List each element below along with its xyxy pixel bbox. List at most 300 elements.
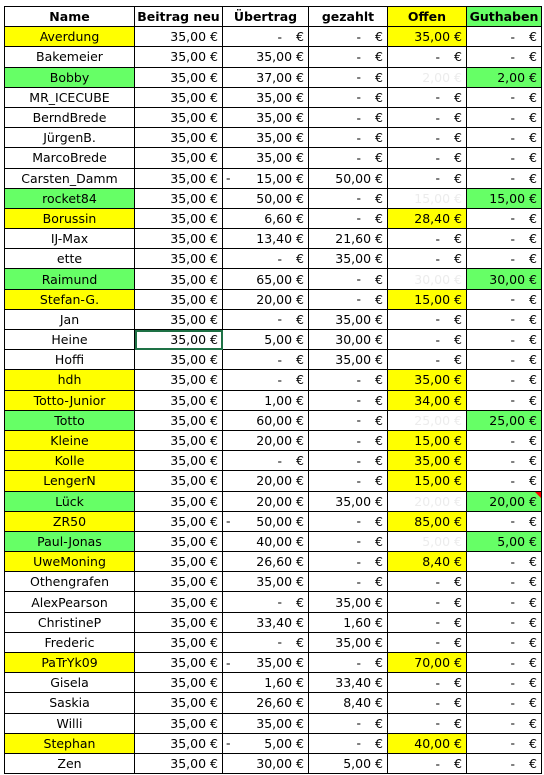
guthaben-cell[interactable] xyxy=(467,572,542,592)
uebertrag-cell[interactable] xyxy=(223,209,309,229)
offen-cell[interactable] xyxy=(388,633,467,653)
name-cell[interactable]: ZR50 xyxy=(5,512,135,532)
name-cell[interactable]: IJ-Max xyxy=(5,229,135,249)
zero-dash: - xyxy=(510,574,515,590)
uebertrag-cell[interactable] xyxy=(223,754,309,774)
gezahlt-cell[interactable] xyxy=(309,673,388,693)
zero-dash: - xyxy=(510,453,515,469)
uebertrag-cell[interactable] xyxy=(223,189,309,209)
offen-cell[interactable] xyxy=(388,391,467,411)
offen-cell[interactable] xyxy=(388,572,467,592)
gezahlt-cell[interactable] xyxy=(309,148,388,168)
uebertrag-cell[interactable] xyxy=(223,350,309,370)
gezahlt-cell[interactable] xyxy=(309,471,388,491)
offen-cell[interactable] xyxy=(388,653,467,673)
zero-dash: - xyxy=(510,110,515,126)
beitrag-cell[interactable] xyxy=(135,552,223,572)
name-cell[interactable]: Totto-Junior xyxy=(5,391,135,411)
cell-value: 8,40 € xyxy=(422,554,462,570)
uebertrag-cell[interactable] xyxy=(223,47,309,67)
beitrag-cell[interactable] xyxy=(135,229,223,249)
gezahlt-cell[interactable] xyxy=(309,88,388,108)
offen-cell[interactable] xyxy=(388,492,467,512)
name-cell[interactable]: Stefan-G. xyxy=(5,290,135,310)
uebertrag-cell[interactable] xyxy=(223,370,309,390)
euro-sign: € xyxy=(375,29,383,45)
beitrag-cell[interactable] xyxy=(135,754,223,774)
offen-cell[interactable] xyxy=(388,189,467,209)
name-cell[interactable]: Frederic xyxy=(5,633,135,653)
guthaben-cell[interactable] xyxy=(467,290,542,310)
offen-cell[interactable] xyxy=(388,310,467,330)
offen-cell[interactable] xyxy=(388,209,467,229)
gezahlt-cell[interactable] xyxy=(309,754,388,774)
guthaben-cell[interactable] xyxy=(467,148,542,168)
zero-dash: - xyxy=(356,190,361,206)
gezahlt-cell[interactable] xyxy=(309,169,388,189)
name-cell[interactable]: AlexPearson xyxy=(5,592,135,612)
gezahlt-cell[interactable] xyxy=(309,693,388,713)
euro-sign: € xyxy=(375,89,383,105)
euro-sign: € xyxy=(375,130,383,146)
euro-sign: € xyxy=(529,695,537,711)
zero-dash: - xyxy=(510,372,515,388)
offen-cell[interactable] xyxy=(388,613,467,633)
offen-cell[interactable] xyxy=(388,411,467,431)
beitrag-cell[interactable] xyxy=(135,330,223,350)
guthaben-cell[interactable] xyxy=(467,47,542,67)
beitrag-cell[interactable] xyxy=(135,734,223,754)
guthaben-cell[interactable] xyxy=(467,27,542,47)
name-cell[interactable]: MR_ICECUBE xyxy=(5,88,135,108)
uebertrag-cell[interactable] xyxy=(223,552,309,572)
cell-value: 30,00 € xyxy=(335,332,383,348)
uebertrag-cell[interactable] xyxy=(223,249,309,269)
zero-dash: - xyxy=(356,533,361,549)
cell-value: 5,00 € xyxy=(422,533,462,549)
guthaben-cell[interactable] xyxy=(467,633,542,653)
guthaben-cell[interactable] xyxy=(467,229,542,249)
zero-dash: - xyxy=(277,634,282,650)
guthaben-cell[interactable] xyxy=(467,613,542,633)
guthaben-cell[interactable] xyxy=(467,249,542,269)
name-cell[interactable]: Bakemeier xyxy=(5,47,135,67)
guthaben-cell[interactable] xyxy=(467,269,542,289)
cell-value: 35,00 € xyxy=(170,594,218,610)
gezahlt-cell[interactable] xyxy=(309,350,388,370)
offen-cell[interactable] xyxy=(388,47,467,67)
gezahlt-cell[interactable] xyxy=(309,391,388,411)
cell-value: 8,40 € xyxy=(343,695,383,711)
zero-dash: - xyxy=(510,231,515,247)
zero-dash: - xyxy=(356,715,361,731)
beitrag-cell[interactable] xyxy=(135,189,223,209)
offen-cell[interactable] xyxy=(388,714,467,734)
offen-cell[interactable] xyxy=(388,471,467,491)
name-cell[interactable]: Hoffi xyxy=(5,350,135,370)
gezahlt-cell[interactable] xyxy=(309,249,388,269)
gezahlt-cell[interactable] xyxy=(309,68,388,88)
offen-cell[interactable] xyxy=(388,673,467,693)
beitrag-cell[interactable] xyxy=(135,572,223,592)
offen-cell[interactable] xyxy=(388,512,467,532)
cell-value: 20,00 € xyxy=(256,291,304,307)
uebertrag-cell[interactable] xyxy=(223,572,309,592)
name-cell[interactable]: Heine xyxy=(5,330,135,350)
euro-sign: € xyxy=(529,110,537,126)
euro-sign: € xyxy=(454,634,462,650)
offen-cell[interactable] xyxy=(388,532,467,552)
beitrag-cell[interactable] xyxy=(135,108,223,128)
gezahlt-cell[interactable] xyxy=(309,512,388,532)
uebertrag-cell[interactable] xyxy=(223,269,309,289)
beitrag-cell[interactable] xyxy=(135,370,223,390)
zero-dash: - xyxy=(510,756,515,772)
cell-value: 35,00 € xyxy=(335,634,383,650)
table-row xyxy=(5,310,542,330)
zero-dash: - xyxy=(277,352,282,368)
name-cell[interactable]: PaTrYk09 xyxy=(5,653,135,673)
uebertrag-cell[interactable] xyxy=(223,714,309,734)
beitrag-cell[interactable] xyxy=(135,310,223,330)
beitrag-cell[interactable] xyxy=(135,68,223,88)
uebertrag-cell[interactable] xyxy=(223,330,309,350)
guthaben-cell[interactable] xyxy=(467,350,542,370)
guthaben-cell[interactable] xyxy=(467,673,542,693)
offen-cell[interactable] xyxy=(388,350,467,370)
guthaben-cell[interactable] xyxy=(467,734,542,754)
beitrag-cell[interactable] xyxy=(135,27,223,47)
header-uebertrag[interactable]: Übertrag xyxy=(223,7,309,27)
cell-value: 35,00 € xyxy=(256,574,304,590)
beitrag-cell[interactable] xyxy=(135,673,223,693)
euro-sign: € xyxy=(529,29,537,45)
cell-value: 25,00 € xyxy=(489,412,537,428)
offen-cell[interactable] xyxy=(388,108,467,128)
beitrag-cell[interactable] xyxy=(135,532,223,552)
offen-cell[interactable] xyxy=(388,734,467,754)
uebertrag-cell[interactable] xyxy=(223,229,309,249)
name-cell[interactable]: Saskia xyxy=(5,693,135,713)
uebertrag-cell[interactable] xyxy=(223,693,309,713)
name-cell[interactable]: Borussin xyxy=(5,209,135,229)
guthaben-cell[interactable] xyxy=(467,391,542,411)
offen-cell[interactable] xyxy=(388,27,467,47)
gezahlt-cell[interactable] xyxy=(309,189,388,209)
uebertrag-cell[interactable] xyxy=(223,492,309,512)
guthaben-cell[interactable] xyxy=(467,693,542,713)
name-cell[interactable]: Lück xyxy=(5,492,135,512)
gezahlt-cell[interactable] xyxy=(309,330,388,350)
name-cell[interactable]: hdh xyxy=(5,370,135,390)
beitrag-cell[interactable] xyxy=(135,350,223,370)
gezahlt-cell[interactable] xyxy=(309,209,388,229)
zero-dash: - xyxy=(356,574,361,590)
gezahlt-cell[interactable] xyxy=(309,108,388,128)
uebertrag-cell[interactable] xyxy=(223,290,309,310)
name-cell[interactable]: rocket84 xyxy=(5,189,135,209)
beitrag-cell[interactable] xyxy=(135,451,223,471)
offen-cell[interactable] xyxy=(388,148,467,168)
uebertrag-cell[interactable] xyxy=(223,148,309,168)
offen-cell[interactable] xyxy=(388,169,467,189)
gezahlt-cell[interactable] xyxy=(309,532,388,552)
cell-value: 35,00 € xyxy=(170,453,218,469)
uebertrag-cell[interactable] xyxy=(223,128,309,148)
zero-dash: - xyxy=(356,655,361,671)
uebertrag-cell[interactable] xyxy=(223,653,309,673)
zero-dash: - xyxy=(277,251,282,267)
cell-value: 35,00 € xyxy=(170,695,218,711)
uebertrag-cell[interactable] xyxy=(223,512,309,532)
beitrag-cell[interactable] xyxy=(135,633,223,653)
cell-value: 35,00 € xyxy=(170,655,218,671)
name-cell[interactable]: Kolle xyxy=(5,451,135,471)
table-row xyxy=(5,754,542,774)
gezahlt-cell[interactable] xyxy=(309,451,388,471)
gezahlt-cell[interactable] xyxy=(309,613,388,633)
beitrag-cell[interactable] xyxy=(135,613,223,633)
uebertrag-cell[interactable] xyxy=(223,108,309,128)
header-offen[interactable]: Offen xyxy=(388,7,467,27)
beitrag-cell[interactable] xyxy=(135,47,223,67)
gezahlt-cell[interactable] xyxy=(309,492,388,512)
cell-value: 20,00 € xyxy=(414,493,462,509)
table-row xyxy=(5,27,542,47)
guthaben-cell[interactable] xyxy=(467,714,542,734)
offen-cell[interactable] xyxy=(388,754,467,774)
euro-sign: € xyxy=(529,49,537,65)
gezahlt-cell[interactable] xyxy=(309,310,388,330)
zero-dash: - xyxy=(356,735,361,751)
name-cell[interactable]: Gisela xyxy=(5,673,135,693)
offen-cell[interactable] xyxy=(388,552,467,572)
header-beitrag[interactable]: Beitrag neu xyxy=(135,7,223,27)
beitrag-cell[interactable] xyxy=(135,290,223,310)
cell-value: 5,00 € xyxy=(497,533,537,549)
cell-value: 21,60 € xyxy=(335,231,383,247)
cell-value: 35,00 € xyxy=(256,130,304,146)
gezahlt-cell[interactable] xyxy=(309,592,388,612)
header-name[interactable]: Name xyxy=(5,7,135,27)
cell-value: 5,00 € xyxy=(264,735,304,751)
gezahlt-cell[interactable] xyxy=(309,572,388,592)
gezahlt-cell[interactable] xyxy=(309,269,388,289)
uebertrag-cell[interactable] xyxy=(223,27,309,47)
gezahlt-cell[interactable] xyxy=(309,552,388,572)
name-cell[interactable]: Jan xyxy=(5,310,135,330)
header-gezahlt[interactable]: gezahlt xyxy=(309,7,388,27)
name-cell[interactable]: MarcoBrede xyxy=(5,148,135,168)
gezahlt-cell[interactable] xyxy=(309,653,388,673)
gezahlt-cell[interactable] xyxy=(309,290,388,310)
name-cell[interactable]: Kleine xyxy=(5,431,135,451)
beitrag-cell[interactable] xyxy=(135,431,223,451)
guthaben-cell[interactable] xyxy=(467,310,542,330)
offen-cell[interactable] xyxy=(388,592,467,612)
uebertrag-cell[interactable] xyxy=(223,592,309,612)
uebertrag-cell[interactable] xyxy=(223,633,309,653)
beitrag-cell[interactable] xyxy=(135,249,223,269)
guthaben-cell[interactable] xyxy=(467,471,542,491)
uebertrag-cell[interactable] xyxy=(223,532,309,552)
beitrag-cell[interactable] xyxy=(135,471,223,491)
name-cell[interactable]: ette xyxy=(5,249,135,269)
euro-sign: € xyxy=(454,352,462,368)
guthaben-cell[interactable] xyxy=(467,128,542,148)
negative-sign: - xyxy=(226,513,231,529)
name-cell[interactable]: Totto xyxy=(5,411,135,431)
gezahlt-cell[interactable] xyxy=(309,229,388,249)
gezahlt-cell[interactable] xyxy=(309,431,388,451)
beitrag-cell[interactable] xyxy=(135,128,223,148)
name-cell[interactable]: Willi xyxy=(5,714,135,734)
guthaben-cell[interactable] xyxy=(467,431,542,451)
guthaben-cell[interactable] xyxy=(467,68,542,88)
cell-value: 35,00 € xyxy=(170,735,218,751)
name-cell[interactable]: LengerN xyxy=(5,471,135,491)
uebertrag-cell[interactable] xyxy=(223,169,309,189)
offen-cell[interactable] xyxy=(388,269,467,289)
guthaben-cell[interactable] xyxy=(467,532,542,552)
offen-cell[interactable] xyxy=(388,370,467,390)
offen-cell[interactable] xyxy=(388,249,467,269)
name-cell[interactable]: ChristineP xyxy=(5,613,135,633)
gezahlt-cell[interactable] xyxy=(309,27,388,47)
cell-value: 25,00 € xyxy=(414,412,462,428)
beitrag-cell[interactable] xyxy=(135,492,223,512)
gezahlt-cell[interactable] xyxy=(309,47,388,67)
cell-value: 2,00 € xyxy=(422,69,462,85)
gezahlt-cell[interactable] xyxy=(309,714,388,734)
guthaben-cell[interactable] xyxy=(467,552,542,572)
offen-cell[interactable] xyxy=(388,451,467,471)
uebertrag-cell[interactable] xyxy=(223,411,309,431)
euro-sign: € xyxy=(454,231,462,247)
beitrag-cell[interactable] xyxy=(135,391,223,411)
uebertrag-cell[interactable] xyxy=(223,431,309,451)
uebertrag-cell[interactable] xyxy=(223,471,309,491)
zero-dash: - xyxy=(435,170,440,186)
name-cell[interactable]: JürgenB. xyxy=(5,128,135,148)
zero-dash: - xyxy=(510,695,515,711)
name-cell[interactable]: Paul-Jonas xyxy=(5,532,135,552)
negative-sign: - xyxy=(226,735,231,751)
euro-sign: € xyxy=(375,533,383,549)
beitrag-cell[interactable] xyxy=(135,411,223,431)
guthaben-cell[interactable] xyxy=(467,451,542,471)
uebertrag-cell[interactable] xyxy=(223,391,309,411)
cell-value: 35,00 € xyxy=(170,493,218,509)
beitrag-cell[interactable] xyxy=(135,693,223,713)
uebertrag-cell[interactable] xyxy=(223,613,309,633)
beitrag-cell[interactable] xyxy=(135,653,223,673)
offen-cell[interactable] xyxy=(388,330,467,350)
guthaben-cell[interactable] xyxy=(467,592,542,612)
zero-dash: - xyxy=(356,130,361,146)
uebertrag-cell[interactable] xyxy=(223,88,309,108)
beitrag-cell[interactable] xyxy=(135,714,223,734)
uebertrag-cell[interactable] xyxy=(223,68,309,88)
cell-value: 35,00 € xyxy=(335,493,383,509)
cell-value: 40,00 € xyxy=(414,735,462,751)
beitrag-cell[interactable] xyxy=(135,512,223,532)
guthaben-cell[interactable] xyxy=(467,189,542,209)
beitrag-cell[interactable] xyxy=(135,592,223,612)
guthaben-cell[interactable] xyxy=(467,169,542,189)
euro-sign: € xyxy=(454,715,462,731)
guthaben-cell[interactable] xyxy=(467,512,542,532)
offen-cell[interactable] xyxy=(388,693,467,713)
euro-sign: € xyxy=(529,715,537,731)
uebertrag-cell[interactable] xyxy=(223,673,309,693)
offen-cell[interactable] xyxy=(388,88,467,108)
cell-value: 35,00 € xyxy=(170,533,218,549)
zero-dash: - xyxy=(510,513,515,529)
gezahlt-cell[interactable] xyxy=(309,370,388,390)
beitrag-cell[interactable] xyxy=(135,169,223,189)
uebertrag-cell[interactable] xyxy=(223,451,309,471)
guthaben-cell[interactable] xyxy=(467,411,542,431)
name-cell[interactable]: BerndBrede xyxy=(5,108,135,128)
guthaben-cell[interactable] xyxy=(467,88,542,108)
beitrag-cell[interactable] xyxy=(135,209,223,229)
name-cell[interactable]: Bobby xyxy=(5,68,135,88)
euro-sign: € xyxy=(296,251,304,267)
beitrag-cell[interactable] xyxy=(135,269,223,289)
offen-cell[interactable] xyxy=(388,431,467,451)
guthaben-cell[interactable] xyxy=(467,754,542,774)
name-cell[interactable]: Carsten_Damm xyxy=(5,169,135,189)
name-cell[interactable]: Othengrafen xyxy=(5,572,135,592)
name-cell[interactable]: Zen xyxy=(5,754,135,774)
cell-value: 26,60 € xyxy=(256,695,304,711)
zero-dash: - xyxy=(510,311,515,327)
beitrag-cell[interactable] xyxy=(135,88,223,108)
name-cell[interactable]: Stephan xyxy=(5,734,135,754)
guthaben-cell[interactable] xyxy=(467,370,542,390)
cell-value: 35,00 € xyxy=(170,311,218,327)
gezahlt-cell[interactable] xyxy=(309,128,388,148)
offen-cell[interactable] xyxy=(388,68,467,88)
gezahlt-cell[interactable] xyxy=(309,411,388,431)
name-cell[interactable]: Raimund xyxy=(5,269,135,289)
name-cell[interactable]: UweMoning xyxy=(5,552,135,572)
offen-cell[interactable] xyxy=(388,229,467,249)
zero-dash: - xyxy=(435,574,440,590)
offen-cell[interactable] xyxy=(388,128,467,148)
gezahlt-cell[interactable] xyxy=(309,734,388,754)
euro-sign: € xyxy=(375,110,383,126)
euro-sign: € xyxy=(454,251,462,267)
uebertrag-cell[interactable] xyxy=(223,310,309,330)
zero-dash: - xyxy=(435,110,440,126)
cell-value: 60,00 € xyxy=(256,412,304,428)
guthaben-cell[interactable] xyxy=(467,209,542,229)
guthaben-cell[interactable] xyxy=(467,330,542,350)
guthaben-cell[interactable] xyxy=(467,492,542,512)
cell-value: 15,00 € xyxy=(414,190,462,206)
guthaben-cell[interactable] xyxy=(467,653,542,673)
header-guthaben[interactable]: Guthaben xyxy=(467,7,542,27)
cell-value: 85,00 € xyxy=(414,513,462,529)
offen-cell[interactable] xyxy=(388,290,467,310)
beitrag-cell[interactable] xyxy=(135,148,223,168)
uebertrag-cell[interactable] xyxy=(223,734,309,754)
gezahlt-cell[interactable] xyxy=(309,633,388,653)
name-cell[interactable]: Averdung xyxy=(5,27,135,47)
guthaben-cell[interactable] xyxy=(467,108,542,128)
